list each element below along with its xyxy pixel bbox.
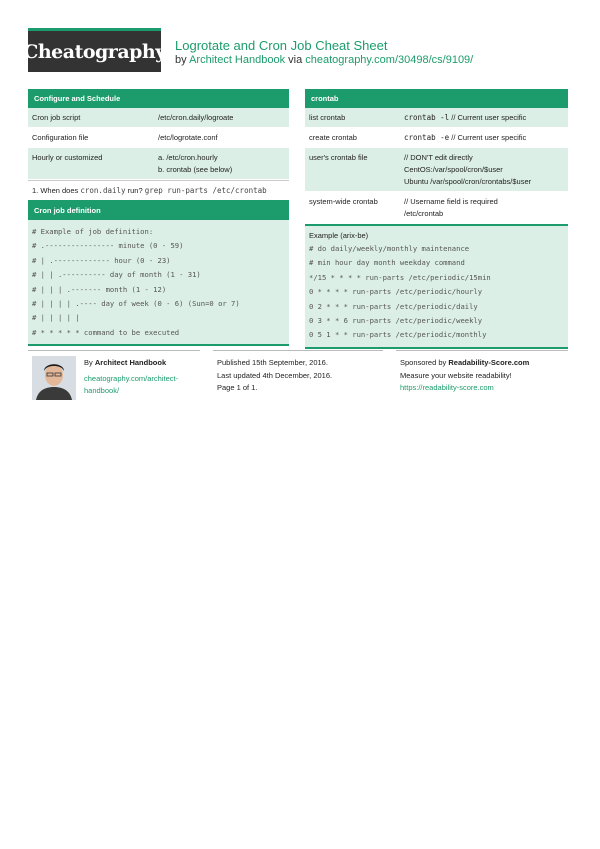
row-value [400, 192, 568, 224]
footer-sponsor-line [400, 357, 570, 370]
code-line: */15 * * * * run-parts /etc/periodic/15min [309, 272, 491, 282]
footer-sponsor-name[interactable]: Readability-Score.com [448, 358, 530, 367]
code-line: # Example of job definition: [32, 227, 154, 236]
code-line: 0 2 * * * run-parts /etc/periodic/daily [309, 301, 478, 311]
row-label: user's crontab file [309, 153, 368, 162]
crontab-example [305, 224, 568, 349]
sheet-url-link[interactable]: cheatography.com/30498/cs/9109/ [305, 54, 474, 66]
code-line: # | | .---------- day of month (1 - 31) [32, 270, 201, 280]
code-line: # | .------------- hour (0 - 23) [32, 255, 171, 265]
note-code: grep run-parts /etc/crontab [144, 186, 267, 195]
row-value [400, 108, 568, 128]
example-label: Example (arix-be) [309, 231, 369, 240]
avatar-photo-icon [32, 356, 76, 400]
footer-sponsor-prefix: Sponsored by [400, 358, 447, 367]
cron-definition-section [28, 201, 289, 346]
row-comment: // Current user specific [451, 113, 527, 122]
code-line: # | | | | | [32, 313, 80, 323]
footer-page: Page 1 of 1. [217, 383, 258, 392]
row-label: list crontab [309, 113, 346, 122]
row-value-line: CentOS:/var/spool/cron/$user [404, 165, 503, 174]
code-line: # do daily/weekly/monthly maintenance [309, 244, 470, 253]
row-value: /etc/logrotate.conf [158, 133, 218, 142]
row-label: Cron job script [32, 113, 81, 122]
cheatography-logo[interactable]: Cheatography [28, 31, 161, 72]
code-line: # .---------------- minute (0 - 59) [32, 241, 184, 251]
byline-via: via [288, 54, 303, 66]
row-value [400, 128, 568, 148]
code-line: 0 * * * * run-parts /etc/periodic/hourly [309, 287, 483, 297]
code-line: # | | | .------- month (1 - 12) [32, 284, 167, 294]
code-line: 0 3 * * 6 run-parts /etc/periodic/weekly [309, 315, 483, 325]
row-label: system-wide crontab [309, 197, 378, 206]
crontab-table [305, 108, 568, 224]
crontab-heading: crontab [305, 89, 568, 108]
footer-sponsor-tagline: Measure your website readability! [400, 370, 512, 380]
row-value-line: Ubuntu /var/spool/cron/crontabs/$user [404, 177, 532, 186]
footer-sponsor [400, 357, 570, 395]
row-code: crontab -e [404, 133, 450, 142]
footer-divider [28, 350, 200, 351]
footer-author-url-cont[interactable]: handbook/ [84, 386, 120, 395]
row-value-line: a. /etc/cron.hourly [158, 153, 218, 162]
row-value-line: /etc/crontab [404, 209, 444, 218]
code-line: # * * * * * command to be executed [32, 327, 180, 337]
author-link[interactable]: Architect Handbook [189, 54, 286, 66]
table-row [305, 108, 568, 128]
note-text: 1. When does [32, 186, 79, 195]
code-line: # min hour day month weekday command [309, 258, 465, 268]
row-label: create crontab [309, 133, 357, 142]
row-value-line: b. crontab (see below) [158, 165, 233, 174]
row-value [154, 148, 289, 180]
configure-section [28, 89, 289, 202]
byline [175, 54, 473, 66]
crontab-section [305, 89, 568, 349]
cron-definition-code [28, 220, 289, 346]
table-row [305, 192, 568, 224]
row-value [400, 148, 568, 192]
footer-by-prefix: By [84, 358, 93, 367]
configure-note [28, 180, 289, 202]
table-row [28, 128, 289, 148]
footer-sponsor-url[interactable]: https://readability-score.com [400, 383, 494, 392]
row-label: Configuration file [32, 133, 89, 142]
table-row [305, 128, 568, 148]
note-code: cron.daily [80, 186, 126, 195]
table-row [305, 148, 568, 192]
row-comment: // Current user specific [451, 133, 527, 142]
footer-author [84, 357, 204, 398]
row-value-line: // Username field is required [404, 197, 498, 206]
code-line: 0 5 1 * * run-parts /etc/periodic/monthly [309, 330, 487, 340]
byline-prefix: by [175, 54, 187, 66]
footer-published: Published 15th September, 2016. [217, 358, 328, 367]
footer-publish-info [217, 357, 387, 395]
footer-divider [396, 350, 568, 351]
footer-updated: Last updated 4th December, 2016. [217, 370, 333, 380]
configure-heading: Configure and Schedule [28, 89, 289, 108]
footer-divider [213, 350, 383, 351]
row-value-line: // DON'T edit directly [404, 153, 473, 162]
page-title: Logrotate and Cron Job Cheat Sheet [175, 38, 388, 53]
table-row [28, 108, 289, 128]
cron-definition-heading: Cron job definition [28, 201, 289, 220]
row-value: /etc/cron.daily/logroate [158, 113, 234, 122]
code-line: # | | | | .---- day of week (0 - 6) (Sun=0 or 7) [32, 298, 240, 308]
row-label: Hourly or customized [32, 153, 103, 162]
note-text: run? [127, 186, 143, 195]
footer-author-url[interactable]: cheatography.com/architect- [84, 373, 179, 383]
row-code: crontab -l [404, 113, 450, 122]
configure-table [28, 108, 289, 180]
author-avatar[interactable] [32, 356, 76, 400]
footer-author-line [84, 357, 204, 370]
footer-author-name[interactable]: Architect Handbook [94, 358, 167, 367]
table-row [28, 148, 289, 180]
